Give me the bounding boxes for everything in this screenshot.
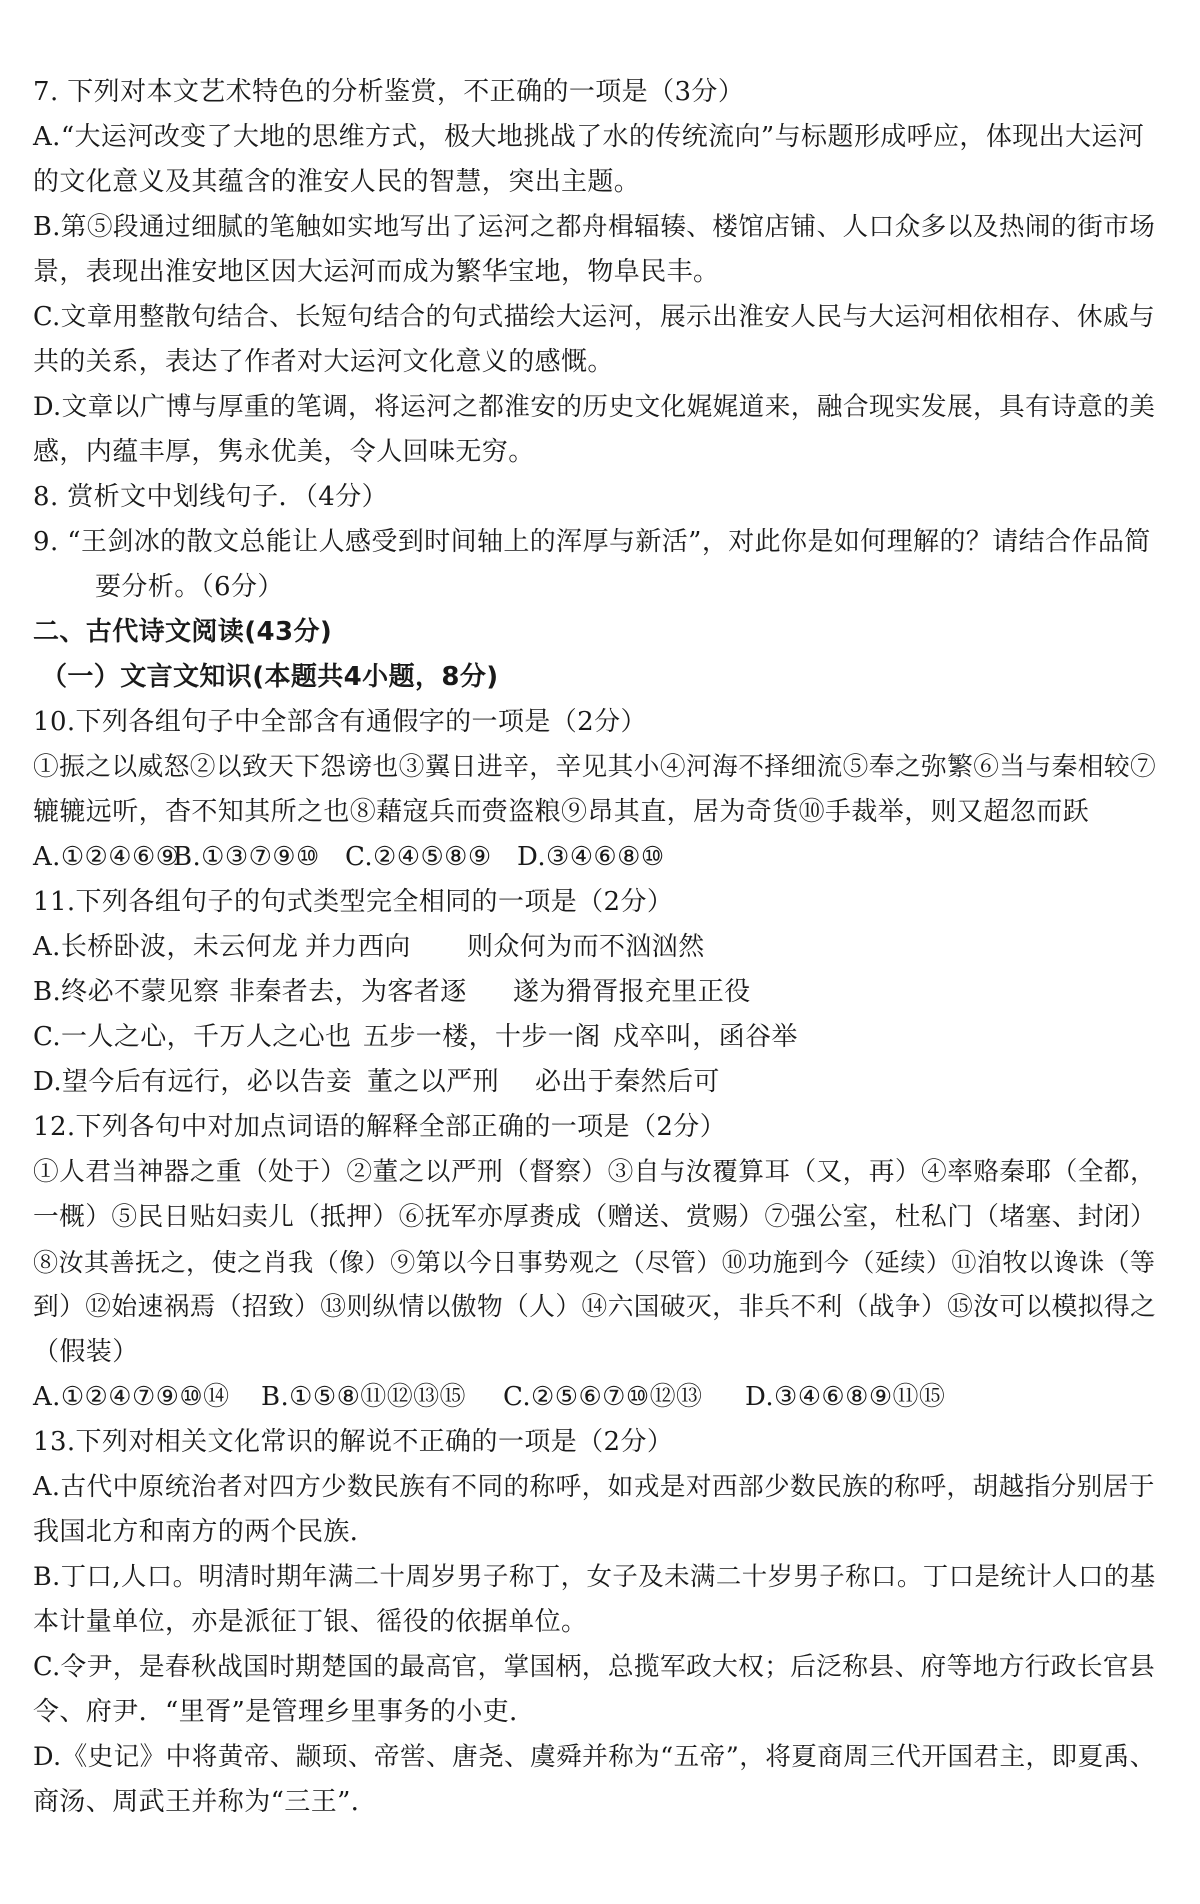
q11-option-b-part2: 非秦者去，为客者逐 xyxy=(229,977,467,1007)
q13-option-b-line2: 本计量单位，亦是派征丁银、徭役的依据单位。 xyxy=(33,1607,588,1637)
q12-option-b: B.①⑤⑧⑪⑫⑬⑮ xyxy=(261,1382,466,1412)
q12-option-c: C.②⑤⑥⑦⑩⑫⑬ xyxy=(503,1382,703,1412)
q11-option-a xyxy=(33,925,1167,970)
q10-option-b: B.①③⑦⑨⑩ xyxy=(173,842,320,872)
q13-option-c-line2: 令、府尹．“里胥”是管理乡里事务的小吏． xyxy=(33,1697,536,1727)
q12-line2: 一概）⑤民日贴妇卖儿（抵押）⑥抚军亦厚赉成（赠送、赏赐）⑦强公室，杜私门（堵塞、封闭） xyxy=(33,1202,1157,1232)
q13-option-a-line1: A.古代中原统治者对四方少数民族有不同的称呼，如戎是对西部少数民族的称呼，胡越指分别居于 xyxy=(33,1472,1155,1502)
q13-option-d-line1: D.《史记》中将黄帝、颛顼、帝喾、唐尧、虞舜并称为“五帝”，将夏商周三代开国君主，即夏禹、 xyxy=(33,1742,1156,1772)
q12-line1: ①人君当神器之重（处于）②董之以严刑（督察）③自与汝覆算耳（又，再）④率赂秦耶（全都， xyxy=(33,1157,1157,1187)
subsection-title: （一）文言文知识(本题共4小题，8分) xyxy=(41,662,499,692)
q12-line4: 到）⑫始速祸焉（招致）⑬则纵情以傲物（人）⑭六国破灭，非兵不利（战争）⑮汝可以模拟得之 xyxy=(33,1292,1157,1322)
q9-line1: 9. “王剑冰的散文总能让人感受到时间轴上的浑厚与新活”，对此你是如何理解的？请结合作品简 xyxy=(33,527,1151,557)
q8-stem: 8. 赏析文中划线句子．（4分） xyxy=(33,482,389,512)
q10-items-line2: 辘辘远听，杳不知其所之也⑧藉寇兵而赍盗粮⑨昂其直，居为奇货⑩手裁举，则又超忽而跃 xyxy=(33,797,1090,827)
q11-option-a-part2: 并力西向 xyxy=(305,932,411,962)
q12-option-d: D.③④⑥⑧⑨⑪⑮ xyxy=(745,1382,946,1412)
q12-line5: （假装） xyxy=(33,1337,139,1367)
q7-option-c-line2: 共的关系，表达了作者对大运河文化意义的感慨。 xyxy=(33,347,614,377)
q9-line2: 要分析。（6分） xyxy=(95,572,284,602)
q11-option-b xyxy=(33,970,1167,1015)
exam-page xyxy=(33,70,1167,1825)
q7-option-b-line1: B.第⑤段通过细腻的笔触如实地写出了运河之都舟楫辐辏、楼馆店铺、人口众多以及热闹的街市场 xyxy=(33,212,1156,242)
q12-options xyxy=(33,1375,1167,1420)
q13-option-c-line1: C.令尹，是春秋战国时期楚国的最高官，掌国柄，总揽军政大权；后泛称县、府等地方行政长官县 xyxy=(33,1652,1156,1682)
q11-option-d-part3: 必出于秦然后可 xyxy=(535,1067,720,1097)
q11-option-d-part2: 董之以严刑 xyxy=(367,1067,500,1097)
q11-option-c-part1: C.一人之心，千万人之心也 xyxy=(33,1022,352,1052)
q7-option-b-line2: 景，表现出淮安地区因大运河而成为繁华宝地，物阜民丰。 xyxy=(33,257,720,287)
q10-option-d: D.③④⑥⑧⑩ xyxy=(517,842,665,872)
q11-option-c xyxy=(33,1015,1167,1060)
section-title: 二、古代诗文阅读(43分) xyxy=(33,617,333,647)
q11-option-c-part2: 五步一楼，十步一阁 xyxy=(363,1022,601,1052)
q11-option-a-part1: A.长桥卧波，未云何龙 xyxy=(33,932,299,962)
q7-option-d-line1: D.文章以广博与厚重的笔调，将运河之都淮安的历史文化娓娓道来，融合现实发展，具有诗意的美 xyxy=(33,392,1156,422)
q7-option-a-line2: 的文化意义及其蕴含的淮安人民的智慧，突出主题。 xyxy=(33,167,641,197)
q10-stem: 10.下列各组句子中全部含有通假字的一项是（2分） xyxy=(33,707,647,737)
q10-options xyxy=(33,835,1167,880)
q7-stem: 7. 下列对本文艺术特色的分析鉴赏，不正确的一项是（3分） xyxy=(33,77,745,107)
q13-option-d-line2: 商汤、周武王并称为“三王”． xyxy=(33,1787,378,1817)
q11-stem: 11.下列各组句子的句式类型完全相同的一项是（2分） xyxy=(33,887,674,917)
q11-option-a-part3: 则众何为而不汹汹然 xyxy=(467,932,705,962)
q13-stem: 13.下列对相关文化常识的解说不正确的一项是（2分） xyxy=(33,1427,674,1457)
q11-option-b-part3: 遂为猾胥报充里正役 xyxy=(513,977,751,1007)
q11-option-d xyxy=(33,1060,1167,1105)
q10-option-a: A.①②④⑥⑨ xyxy=(33,842,180,872)
q7-option-d-line2: 感，内蕴丰厚，隽永优美，令人回味无穷。 xyxy=(33,437,535,467)
q7-option-a-line1: A.“大运河改变了大地的思维方式，极大地挑战了水的传统流向”与标题形成呼应，体现出大运河 xyxy=(33,122,1145,152)
q12-stem: 12.下列各句中对加点词语的解释全部正确的一项是（2分） xyxy=(33,1112,727,1142)
q13-option-a-line2: 我国北方和南方的两个民族． xyxy=(33,1517,377,1547)
q11-option-d-part1: D.望今后有远行，必以告妾 xyxy=(33,1067,353,1097)
q10-option-c: C.②④⑤⑧⑨ xyxy=(345,842,492,872)
q13-option-b-line1: B.丁口,人口。明清时期年满二十周岁男子称丁，女子及未满二十岁男子称口。丁口是统计人口的基 xyxy=(33,1562,1156,1592)
q11-option-b-part1: B.终必不蒙见察 xyxy=(33,977,220,1007)
q11-option-c-part3: 戍卒叫，函谷举 xyxy=(613,1022,798,1052)
q10-items-line1: ①振之以威怒②以致天下怨谤也③翼日进辛，辛见其小④河海不择细流⑤奉之弥繁⑥当与秦相较⑦ xyxy=(33,752,1157,782)
q12-option-a: A.①②④⑦⑨⑩⑭ xyxy=(33,1382,230,1412)
q7-option-c-line1: C.文章用整散句结合、长短句结合的句式描绘大运河，展示出淮安人民与大运河相依相存、休戚与 xyxy=(33,302,1156,332)
q12-line3: ⑧汝其善抚之，使之肖我（像）⑨第以今日事势观之（尽管）⑩功施到今（延续）⑪洎牧以谗诛（等 xyxy=(33,1248,1156,1277)
